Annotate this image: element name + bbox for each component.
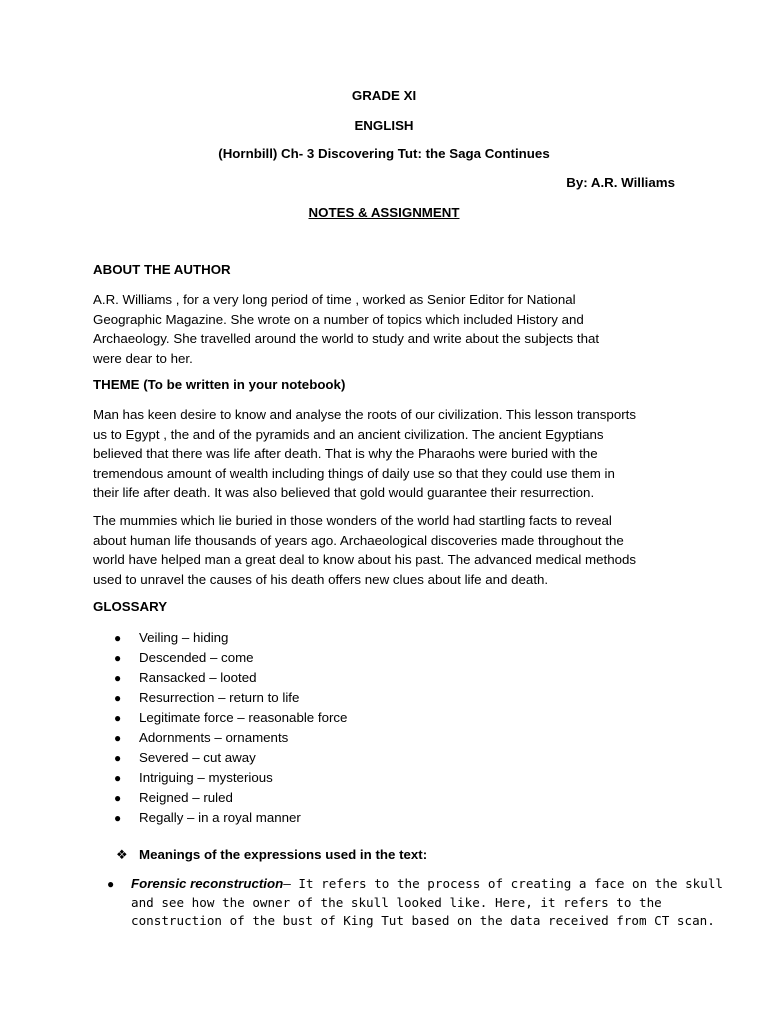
bullet-icon: ● [114,691,122,705]
bullet-icon: ● [114,711,122,725]
text-line: A.R. Williams , for a very long period of time , worked as Senior Editor for National [93,292,576,307]
chapter-title: (Hornbill) Ch- 3 Discovering Tut: the Saga Continues [218,146,550,161]
glossary-entry: Intriguing – mysterious [139,770,273,785]
theme-paragraph-1 [93,405,675,503]
grade-title: GRADE XI [351,88,417,103]
glossary-entry: Resurrection – return to life [139,690,300,705]
about-author-paragraph [93,290,675,368]
expressions-heading-text: Meanings of the expressions used in the text: [139,847,428,862]
glossary-entry: Descended – come [139,650,254,665]
definition-text: – It refers to the process of creating a face on the skull [283,876,723,891]
bullet-icon: ● [114,791,122,805]
glossary-list [114,628,347,828]
bullet-icon: ● [114,651,122,665]
diamond-bullet-icon: ❖ [116,847,128,862]
list-item [114,688,347,708]
list-item [114,628,347,648]
expressions-heading [116,847,427,863]
glossary-entry: Severed – cut away [139,750,256,765]
list-item [114,728,347,748]
theme-heading: THEME (To be written in your notebook) [93,377,346,392]
text-line: Man has keen desire to know and analyse the roots of our civilization. This lesson transports [93,407,636,422]
expression-definition [107,875,723,931]
list-item [114,648,347,668]
glossary-entry: Reigned – ruled [139,790,233,805]
definition-line-3: construction of the bust of King Tut based on the data received from CT scan. [131,913,715,928]
bullet-icon: ● [107,877,115,891]
glossary-entry: Ransacked – looted [139,670,257,685]
text-line: world have helped man a great deal to know about his past. The advanced medical methods [93,552,637,567]
definition-line-1 [107,875,723,894]
text-line: their life after death. It was also believed that gold would guarantee their resurrection. [93,485,595,500]
bullet-icon: ● [114,751,122,765]
glossary-entry: Regally – in a royal manner [139,810,301,825]
theme-paragraph-2 [93,511,675,589]
glossary-entry: Veiling – hiding [139,630,229,645]
list-item [114,808,347,828]
bullet-icon: ● [114,671,122,685]
text-line: Archaeology. She travelled around the world to study and write about the subjects that [93,331,600,346]
definition-line-2: and see how the owner of the skull looked like. Here, it refers to the [131,894,662,910]
bullet-icon: ● [114,731,122,745]
list-item [114,668,347,688]
bullet-icon: ● [114,771,122,785]
text-line: The mummies which lie buried in those wonders of the world had startling facts to reveal [93,513,612,528]
expression-term: Forensic reconstruction [131,876,284,891]
text-line: about human life thousands of years ago. Archaeological discoveries made throughout the [93,532,624,548]
bullet-icon: ● [114,811,122,825]
subject-title: ENGLISH [354,118,414,133]
list-item [114,748,347,768]
list-item [114,788,347,808]
about-author-heading: ABOUT THE AUTHOR [93,262,231,277]
list-item [114,768,347,788]
glossary-entry: Adornments – ornaments [139,730,289,745]
text-line: tremendous amount of wealth including things of daily use so that they could use them in [93,465,615,481]
text-line: Geographic Magazine. She wrote on a number of topics which included History and [93,311,584,327]
text-line: believed that there was life after death. That is why the Pharaohs were buried with the [93,446,598,461]
author-byline: By: A.R. Williams [566,175,675,190]
glossary-entry: Legitimate force – reasonable force [139,710,348,725]
text-line: us to Egypt , the and of the pyramids and an ancient civilization. The ancient Egyptians [93,426,604,442]
text-line: used to unravel the causes of his death offers new clues about life and death. [93,571,549,587]
list-item [114,708,347,728]
glossary-heading: GLOSSARY [93,599,168,614]
text-line: were dear to her. [93,350,193,366]
bullet-icon: ● [114,631,122,645]
notes-title: NOTES & ASSIGNMENT [308,205,460,220]
